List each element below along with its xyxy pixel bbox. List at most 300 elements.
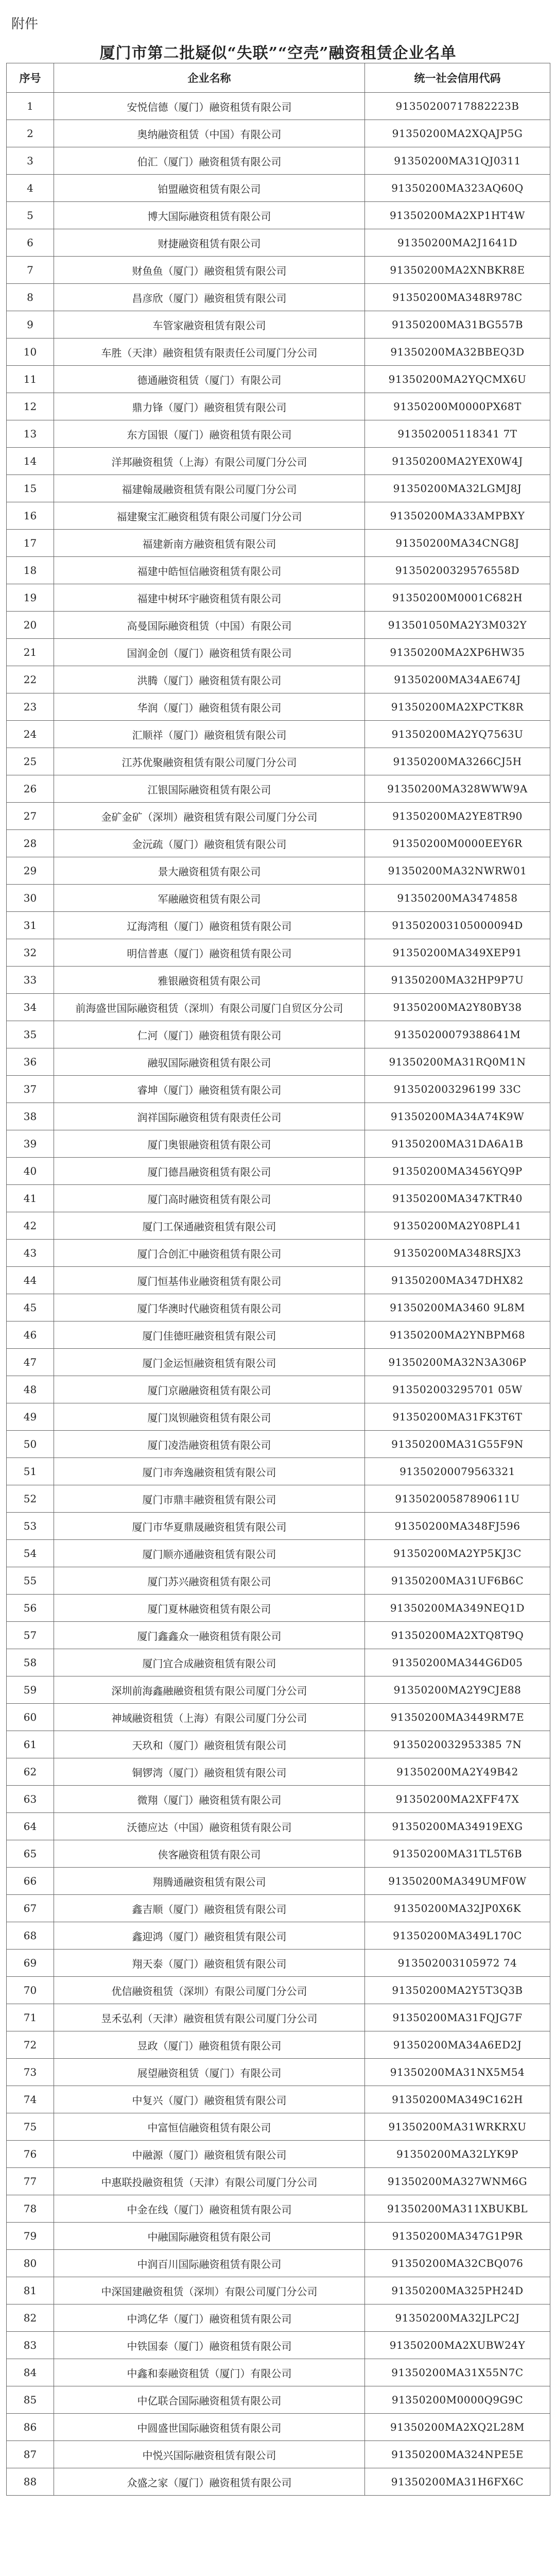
table-row bbox=[7, 120, 550, 147]
table-row bbox=[7, 1786, 550, 1813]
credit-code: 91350200MA3460 9L8M bbox=[365, 1294, 550, 1321]
company-name: 华润（厦门）融资租赁有限公司 bbox=[54, 693, 365, 721]
credit-code: 91350200MA31NX5M54 bbox=[365, 2059, 550, 2086]
credit-code: 91350200MA2Y08PL41 bbox=[365, 1212, 550, 1240]
credit-code: 91350200MA2YE8TR90 bbox=[365, 803, 550, 830]
table-row bbox=[7, 639, 550, 666]
table-row bbox=[7, 1349, 550, 1376]
table-header-row bbox=[7, 63, 550, 93]
row-number: 59 bbox=[7, 1676, 54, 1704]
company-name: 福建中树环宇融资租赁有限公司 bbox=[54, 584, 365, 612]
table-row bbox=[7, 2414, 550, 2441]
table-row bbox=[7, 502, 550, 530]
table-row bbox=[7, 1321, 550, 1349]
credit-code: 91350200MA347G1P9R bbox=[365, 2223, 550, 2250]
table-row bbox=[7, 175, 550, 202]
table-row bbox=[7, 1922, 550, 1950]
company-name: 车管家融资租赁有限公司 bbox=[54, 311, 365, 338]
table-row bbox=[7, 1622, 550, 1649]
company-name: 金矿金矿（深圳）融资租赁有限公司厦门分公司 bbox=[54, 803, 365, 830]
table-row bbox=[7, 1431, 550, 1458]
table-row bbox=[7, 1048, 550, 1076]
table-row bbox=[7, 1758, 550, 1786]
credit-code: 91350200MA31BG557B bbox=[365, 311, 550, 338]
credit-code: 91350200MA32HP9P7U bbox=[365, 967, 550, 994]
table-row bbox=[7, 229, 550, 257]
company-name: 厦门京融融资租赁有限公司 bbox=[54, 1376, 365, 1403]
company-name: 神域融资租赁（上海）有限公司厦门分公司 bbox=[54, 1704, 365, 1731]
credit-code: 91350200MA34AE674J bbox=[365, 666, 550, 693]
row-number: 41 bbox=[7, 1185, 54, 1212]
row-number: 55 bbox=[7, 1567, 54, 1595]
table-row bbox=[7, 475, 550, 502]
table-row bbox=[7, 147, 550, 175]
row-number: 51 bbox=[7, 1458, 54, 1485]
table-row bbox=[7, 1212, 550, 1240]
table-row bbox=[7, 830, 550, 857]
credit-code: 91350200MA31FQJG7F bbox=[365, 2004, 550, 2031]
table-row bbox=[7, 1977, 550, 2004]
table-row bbox=[7, 2168, 550, 2195]
credit-code: 913501050MA2Y3M032Y bbox=[365, 612, 550, 639]
company-name: 铜锣湾（厦门）融资租赁有限公司 bbox=[54, 1758, 365, 1786]
row-number: 65 bbox=[7, 1840, 54, 1868]
row-number: 63 bbox=[7, 1786, 54, 1813]
table-row bbox=[7, 721, 550, 748]
row-number: 21 bbox=[7, 639, 54, 666]
credit-code: 91350200MA2YQ7563U bbox=[365, 721, 550, 748]
company-name: 厦门金运恒融资租赁有限公司 bbox=[54, 1349, 365, 1376]
table-row bbox=[7, 1076, 550, 1103]
row-number: 28 bbox=[7, 830, 54, 857]
row-number: 54 bbox=[7, 1540, 54, 1567]
company-name: 财捷融资租赁有限公司 bbox=[54, 229, 365, 257]
company-name: 中融源（厦门）融资租赁有限公司 bbox=[54, 2141, 365, 2168]
company-name: 厦门奥银融资租赁有限公司 bbox=[54, 1130, 365, 1158]
company-name: 厦门合创汇中融资租赁有限公司 bbox=[54, 1240, 365, 1267]
row-number: 24 bbox=[7, 721, 54, 748]
row-number: 40 bbox=[7, 1158, 54, 1185]
credit-code: 91350200MA349C162H bbox=[365, 2086, 550, 2113]
credit-code: 91350200MA34CNG8J bbox=[365, 530, 550, 557]
credit-code: 91350200MA2Y9CJE88 bbox=[365, 1676, 550, 1704]
credit-code: 91350200MA349UMF0W bbox=[365, 1868, 550, 1895]
row-number: 23 bbox=[7, 693, 54, 721]
row-number: 6 bbox=[7, 229, 54, 257]
credit-code: 91350200MA344G6D05 bbox=[365, 1649, 550, 1676]
company-name: 伯汇（厦门）融资租赁有限公司 bbox=[54, 147, 365, 175]
credit-code: 91350200MA2XNBKR8E bbox=[365, 257, 550, 284]
company-name: 鑫迎鸿（厦门）融资租赁有限公司 bbox=[54, 1922, 365, 1950]
credit-code: 91350200MA32BBEQ3D bbox=[365, 338, 550, 366]
credit-code: 91350200MA2J1641D bbox=[365, 229, 550, 257]
row-number: 18 bbox=[7, 557, 54, 584]
row-number: 87 bbox=[7, 2441, 54, 2468]
row-number: 12 bbox=[7, 393, 54, 420]
attachment-label: 附件 bbox=[11, 16, 39, 32]
credit-code: 91350200MA349L170C bbox=[365, 1922, 550, 1950]
table-row bbox=[7, 1130, 550, 1158]
company-name: 福建翰晟融资租赁有限公司厦门分公司 bbox=[54, 475, 365, 502]
company-name: 中亿联合国际融资租赁有限公司 bbox=[54, 2386, 365, 2414]
header-code: 统一社会信用代码 bbox=[365, 63, 550, 93]
company-name: 铂盟融资租赁有限公司 bbox=[54, 175, 365, 202]
credit-code: 913502003296199 33C bbox=[365, 1076, 550, 1103]
row-number: 61 bbox=[7, 1731, 54, 1758]
credit-code: 91350200717882223B bbox=[365, 93, 550, 120]
row-number: 50 bbox=[7, 1431, 54, 1458]
credit-code: 91350200MA32NWRW01 bbox=[365, 857, 550, 885]
company-name: 融驭国际融资租赁有限公司 bbox=[54, 1048, 365, 1076]
credit-code: 91350200MA34919EXG bbox=[365, 1813, 550, 1840]
credit-code: 91350200MA347DHX82 bbox=[365, 1267, 550, 1294]
company-name: 厦门华澳时代融资租赁有限公司 bbox=[54, 1294, 365, 1321]
company-name: 安悦信德（厦门）融资租赁有限公司 bbox=[54, 93, 365, 120]
company-name: 财鱼鱼（厦门）融资租赁有限公司 bbox=[54, 257, 365, 284]
company-name: 展望融资租赁（厦门）有限公司 bbox=[54, 2059, 365, 2086]
credit-code: 91350200MA2YEX0W4J bbox=[365, 448, 550, 475]
credit-code: 91350200MA2YNBPM68 bbox=[365, 1321, 550, 1349]
table-row bbox=[7, 1021, 550, 1048]
company-name: 金沅疏（厦门）融资租赁有限公司 bbox=[54, 830, 365, 857]
row-number: 73 bbox=[7, 2059, 54, 2086]
row-number: 15 bbox=[7, 475, 54, 502]
credit-code: 91350200587890611U bbox=[365, 1485, 550, 1513]
credit-code: 91350200MA32LYK9P bbox=[365, 2141, 550, 2168]
credit-code: 91350200MA2XP1HT4W bbox=[365, 202, 550, 229]
row-number: 29 bbox=[7, 857, 54, 885]
credit-code: 91350200MA33AMPBXY bbox=[365, 502, 550, 530]
row-number: 27 bbox=[7, 803, 54, 830]
row-number: 8 bbox=[7, 284, 54, 311]
row-number: 66 bbox=[7, 1868, 54, 1895]
credit-code: 91350200MA311XBUKBL bbox=[365, 2195, 550, 2223]
table-row bbox=[7, 748, 550, 775]
row-number: 4 bbox=[7, 175, 54, 202]
row-number: 57 bbox=[7, 1622, 54, 1649]
company-name: 翔天泰（厦门）融资租赁有限公司 bbox=[54, 1950, 365, 1977]
company-name: 东方国银（厦门）融资租赁有限公司 bbox=[54, 420, 365, 448]
credit-code: 91350200329576558D bbox=[365, 557, 550, 584]
table-row bbox=[7, 2441, 550, 2468]
credit-code: 913502005118341 7T bbox=[365, 420, 550, 448]
table-row bbox=[7, 1513, 550, 1540]
table-row bbox=[7, 2059, 550, 2086]
company-name: 昱政（厦门）融资租赁有限公司 bbox=[54, 2031, 365, 2059]
row-number: 70 bbox=[7, 1977, 54, 2004]
row-number: 44 bbox=[7, 1267, 54, 1294]
table-row bbox=[7, 2359, 550, 2386]
table-row bbox=[7, 257, 550, 284]
row-number: 34 bbox=[7, 994, 54, 1021]
credit-code: 91350200079563321 bbox=[365, 1458, 550, 1485]
company-name: 中悦兴国际融资租赁有限公司 bbox=[54, 2441, 365, 2468]
table-row bbox=[7, 2141, 550, 2168]
credit-code: 91350200MA2XFF47X bbox=[365, 1786, 550, 1813]
credit-code: 91350200MA327WNM6G bbox=[365, 2168, 550, 2195]
credit-code: 91350200MA31UF6B6C bbox=[365, 1567, 550, 1595]
credit-code: 91350200MA31QJ0311 bbox=[365, 147, 550, 175]
company-name: 厦门苏兴融资租赁有限公司 bbox=[54, 1567, 365, 1595]
table-row bbox=[7, 2031, 550, 2059]
row-number: 14 bbox=[7, 448, 54, 475]
table-row bbox=[7, 1376, 550, 1403]
credit-code: 91350200MA31TL5T6B bbox=[365, 1840, 550, 1868]
credit-code: 91350200MA31WRKRXU bbox=[365, 2113, 550, 2141]
company-name: 厦门夏林融资租赁有限公司 bbox=[54, 1595, 365, 1622]
table-row bbox=[7, 93, 550, 120]
company-name: 福建中皓恒信融资租赁有限公司 bbox=[54, 557, 365, 584]
table-row bbox=[7, 530, 550, 557]
row-number: 16 bbox=[7, 502, 54, 530]
credit-code: 91350200MA325PH24D bbox=[365, 2277, 550, 2304]
row-number: 9 bbox=[7, 311, 54, 338]
row-number: 30 bbox=[7, 885, 54, 912]
table-row bbox=[7, 2386, 550, 2414]
credit-code: 91350200MA328WWW9A bbox=[365, 775, 550, 803]
credit-code: 91350200MA32LGMJ8J bbox=[365, 475, 550, 502]
table-body bbox=[7, 93, 550, 2496]
company-name: 军融融资租赁有限公司 bbox=[54, 885, 365, 912]
row-number: 77 bbox=[7, 2168, 54, 2195]
row-number: 10 bbox=[7, 338, 54, 366]
company-name: 天玖和（厦门）融资租赁有限公司 bbox=[54, 1731, 365, 1758]
table-row bbox=[7, 912, 550, 939]
table-row bbox=[7, 1485, 550, 1513]
row-number: 79 bbox=[7, 2223, 54, 2250]
credit-code: 91350200MA2YQCMX6U bbox=[365, 366, 550, 393]
company-name: 深圳前海鑫融融资租赁有限公司厦门分公司 bbox=[54, 1676, 365, 1704]
credit-code: 91350200MA31X55N7C bbox=[365, 2359, 550, 2386]
company-name: 中鑫和泰融资租赁（厦门）有限公司 bbox=[54, 2359, 365, 2386]
table-row bbox=[7, 1294, 550, 1321]
table-row bbox=[7, 557, 550, 584]
company-name: 高曼国际融资租赁（中国）有限公司 bbox=[54, 612, 365, 639]
table-row bbox=[7, 2304, 550, 2332]
table-row bbox=[7, 1185, 550, 1212]
company-name: 中复兴（厦门）融资租赁有限公司 bbox=[54, 2086, 365, 2113]
credit-code: 91350200MA3449RM7E bbox=[365, 1704, 550, 1731]
company-name: 中富恒信融资租赁有限公司 bbox=[54, 2113, 365, 2141]
company-name: 厦门顺亦通融资租赁有限公司 bbox=[54, 1540, 365, 1567]
row-number: 72 bbox=[7, 2031, 54, 2059]
table-row bbox=[7, 1840, 550, 1868]
row-number: 3 bbox=[7, 147, 54, 175]
company-name: 厦门工保通融资租赁有限公司 bbox=[54, 1212, 365, 1240]
company-name: 中惠联投融资租赁（天津）有限公司厦门分公司 bbox=[54, 2168, 365, 2195]
company-table bbox=[6, 63, 550, 2496]
company-name: 厦门岚钡融资租赁有限公司 bbox=[54, 1403, 365, 1431]
company-name: 厦门德昌融资租赁有限公司 bbox=[54, 1158, 365, 1185]
credit-code: 91350200MA31DA6A1B bbox=[365, 1130, 550, 1158]
row-number: 32 bbox=[7, 939, 54, 967]
company-name: 翔腾通融资租赁有限公司 bbox=[54, 1868, 365, 1895]
row-number: 43 bbox=[7, 1240, 54, 1267]
table-row bbox=[7, 1731, 550, 1758]
row-number: 82 bbox=[7, 2304, 54, 2332]
company-name: 厦门鑫鑫众一融资租赁有限公司 bbox=[54, 1622, 365, 1649]
credit-code: 91350200MA32JP0X6K bbox=[365, 1895, 550, 1922]
company-name: 侠客融资租赁有限公司 bbox=[54, 1840, 365, 1868]
credit-code: 91350200MA2Y49B42 bbox=[365, 1758, 550, 1786]
table-row bbox=[7, 1403, 550, 1431]
company-name: 辽海湾租（厦门）融资租赁有限公司 bbox=[54, 912, 365, 939]
table-row bbox=[7, 967, 550, 994]
credit-code: 913502003295701 05W bbox=[365, 1376, 550, 1403]
row-number: 78 bbox=[7, 2195, 54, 2223]
row-number: 1 bbox=[7, 93, 54, 120]
company-name: 厦门凌浩融资租赁有限公司 bbox=[54, 1431, 365, 1458]
row-number: 45 bbox=[7, 1294, 54, 1321]
company-name: 福建新南方融资租赁有限公司 bbox=[54, 530, 365, 557]
company-name: 奥纳融资租赁（中国）有限公司 bbox=[54, 120, 365, 147]
row-number: 64 bbox=[7, 1813, 54, 1840]
row-number: 62 bbox=[7, 1758, 54, 1786]
row-number: 58 bbox=[7, 1649, 54, 1676]
row-number: 20 bbox=[7, 612, 54, 639]
row-number: 86 bbox=[7, 2414, 54, 2441]
company-name: 中润百川国际融资租赁有限公司 bbox=[54, 2250, 365, 2277]
row-number: 38 bbox=[7, 1103, 54, 1130]
credit-code: 91350200MA31RQ0M1N bbox=[365, 1048, 550, 1076]
company-name: 洪腾（厦门）融资租赁有限公司 bbox=[54, 666, 365, 693]
row-number: 69 bbox=[7, 1950, 54, 1977]
table-row bbox=[7, 1595, 550, 1622]
credit-code: 9135020032953385 7N bbox=[365, 1731, 550, 1758]
table-row bbox=[7, 1950, 550, 1977]
row-number: 17 bbox=[7, 530, 54, 557]
credit-code: 91350200MA347KTR40 bbox=[365, 1185, 550, 1212]
company-name: 明信普惠（厦门）融资租赁有限公司 bbox=[54, 939, 365, 967]
table-row bbox=[7, 1567, 550, 1595]
credit-code: 91350200MA323AQ60Q bbox=[365, 175, 550, 202]
credit-code: 91350200MA31FK3T6T bbox=[365, 1403, 550, 1431]
credit-code: 91350200MA348FJ596 bbox=[365, 1513, 550, 1540]
row-number: 53 bbox=[7, 1513, 54, 1540]
table-row bbox=[7, 1813, 550, 1840]
row-number: 5 bbox=[7, 202, 54, 229]
company-name: 景大融资租赁有限公司 bbox=[54, 857, 365, 885]
company-name: 中金在线（厦门）融资租赁有限公司 bbox=[54, 2195, 365, 2223]
company-name: 江苏优聚融资租赁有限公司厦门分公司 bbox=[54, 748, 365, 775]
credit-code: 91350200MA2Y5T3Q3B bbox=[365, 1977, 550, 2004]
row-number: 47 bbox=[7, 1349, 54, 1376]
table-row bbox=[7, 2250, 550, 2277]
row-number: 52 bbox=[7, 1485, 54, 1513]
table-row bbox=[7, 2468, 550, 2496]
credit-code: 91350200M0000Q9G9C bbox=[365, 2386, 550, 2414]
row-number: 33 bbox=[7, 967, 54, 994]
credit-code: 91350200MA2Y80BY38 bbox=[365, 994, 550, 1021]
row-number: 46 bbox=[7, 1321, 54, 1349]
company-name: 德通融资租赁（厦门）有限公司 bbox=[54, 366, 365, 393]
table-row bbox=[7, 2223, 550, 2250]
row-number: 25 bbox=[7, 748, 54, 775]
row-number: 11 bbox=[7, 366, 54, 393]
table-row bbox=[7, 939, 550, 967]
row-number: 88 bbox=[7, 2468, 54, 2496]
company-name: 汇顺祥（厦门）融资租赁有限公司 bbox=[54, 721, 365, 748]
row-number: 71 bbox=[7, 2004, 54, 2031]
company-name: 雅银融资租赁有限公司 bbox=[54, 967, 365, 994]
table-row bbox=[7, 1676, 550, 1704]
row-number: 39 bbox=[7, 1130, 54, 1158]
credit-code: 91350200MA31G55F9N bbox=[365, 1431, 550, 1458]
credit-code: 91350200MA3456YQ9P bbox=[365, 1158, 550, 1185]
company-name: 厦门恒基伟业融资租赁有限公司 bbox=[54, 1267, 365, 1294]
table-row bbox=[7, 2195, 550, 2223]
row-number: 68 bbox=[7, 1922, 54, 1950]
credit-code: 91350200MA3474858 bbox=[365, 885, 550, 912]
row-number: 36 bbox=[7, 1048, 54, 1076]
credit-code: 91350200MA32CBQ076 bbox=[365, 2250, 550, 2277]
company-name: 鑫吉顺（厦门）融资租赁有限公司 bbox=[54, 1895, 365, 1922]
credit-code: 91350200MA324NPE5E bbox=[365, 2441, 550, 2468]
company-name: 睿坤（厦门）融资租赁有限公司 bbox=[54, 1076, 365, 1103]
company-name: 厦门市鼎丰融资租赁有限公司 bbox=[54, 1485, 365, 1513]
credit-code: 91350200MA348R978C bbox=[365, 284, 550, 311]
table-row bbox=[7, 693, 550, 721]
row-number: 85 bbox=[7, 2386, 54, 2414]
table-row bbox=[7, 202, 550, 229]
table-row bbox=[7, 2086, 550, 2113]
table-row bbox=[7, 338, 550, 366]
company-name: 国润金创（厦门）融资租赁有限公司 bbox=[54, 639, 365, 666]
credit-code: 913502003105972 74 bbox=[365, 1950, 550, 1977]
credit-code: 91350200MA349XEP91 bbox=[365, 939, 550, 967]
row-number: 37 bbox=[7, 1076, 54, 1103]
credit-code: 91350200MA34A6ED2J bbox=[365, 2031, 550, 2059]
company-name: 润祥国际融资租赁有限责任公司 bbox=[54, 1103, 365, 1130]
credit-code: 91350200MA31H6FX6C bbox=[365, 2468, 550, 2496]
company-name: 昌彦欣（厦门）融资租赁有限公司 bbox=[54, 284, 365, 311]
table-row bbox=[7, 1240, 550, 1267]
table-row bbox=[7, 1458, 550, 1485]
header-name: 企业名称 bbox=[54, 63, 365, 93]
table-row bbox=[7, 584, 550, 612]
row-number: 31 bbox=[7, 912, 54, 939]
table-row bbox=[7, 1540, 550, 1567]
credit-code: 91350200MA32JLPC2J bbox=[365, 2304, 550, 2332]
header-no: 序号 bbox=[7, 63, 54, 93]
credit-code: 913502003105000094D bbox=[365, 912, 550, 939]
row-number: 84 bbox=[7, 2359, 54, 2386]
row-number: 81 bbox=[7, 2277, 54, 2304]
table-row bbox=[7, 1649, 550, 1676]
company-name: 厦门高时融资租赁有限公司 bbox=[54, 1185, 365, 1212]
table-row bbox=[7, 2113, 550, 2141]
company-name: 优信融资租赁（深圳）有限公司厦门分公司 bbox=[54, 1977, 365, 2004]
company-name: 博大国际融资租赁有限公司 bbox=[54, 202, 365, 229]
table-row bbox=[7, 803, 550, 830]
company-name: 众盛之家（厦门）融资租赁有限公司 bbox=[54, 2468, 365, 2496]
table-row bbox=[7, 1267, 550, 1294]
credit-code: 91350200MA2XP6HW35 bbox=[365, 639, 550, 666]
credit-code: 91350200079388641M bbox=[365, 1021, 550, 1048]
row-number: 26 bbox=[7, 775, 54, 803]
credit-code: 91350200MA3266CJ5H bbox=[365, 748, 550, 775]
credit-code: 91350200M0001C682H bbox=[365, 584, 550, 612]
row-number: 80 bbox=[7, 2250, 54, 2277]
company-name: 车胜（天津）融资租赁有限责任公司厦门分公司 bbox=[54, 338, 365, 366]
credit-code: 91350200MA34A74K9W bbox=[365, 1103, 550, 1130]
credit-code: 91350200MA2XQAJP5G bbox=[365, 120, 550, 147]
company-name: 鼎力锋（厦门）融资租赁有限公司 bbox=[54, 393, 365, 420]
row-number: 13 bbox=[7, 420, 54, 448]
row-number: 74 bbox=[7, 2086, 54, 2113]
credit-code: 91350200MA2XQ2L28M bbox=[365, 2414, 550, 2441]
table-row bbox=[7, 393, 550, 420]
